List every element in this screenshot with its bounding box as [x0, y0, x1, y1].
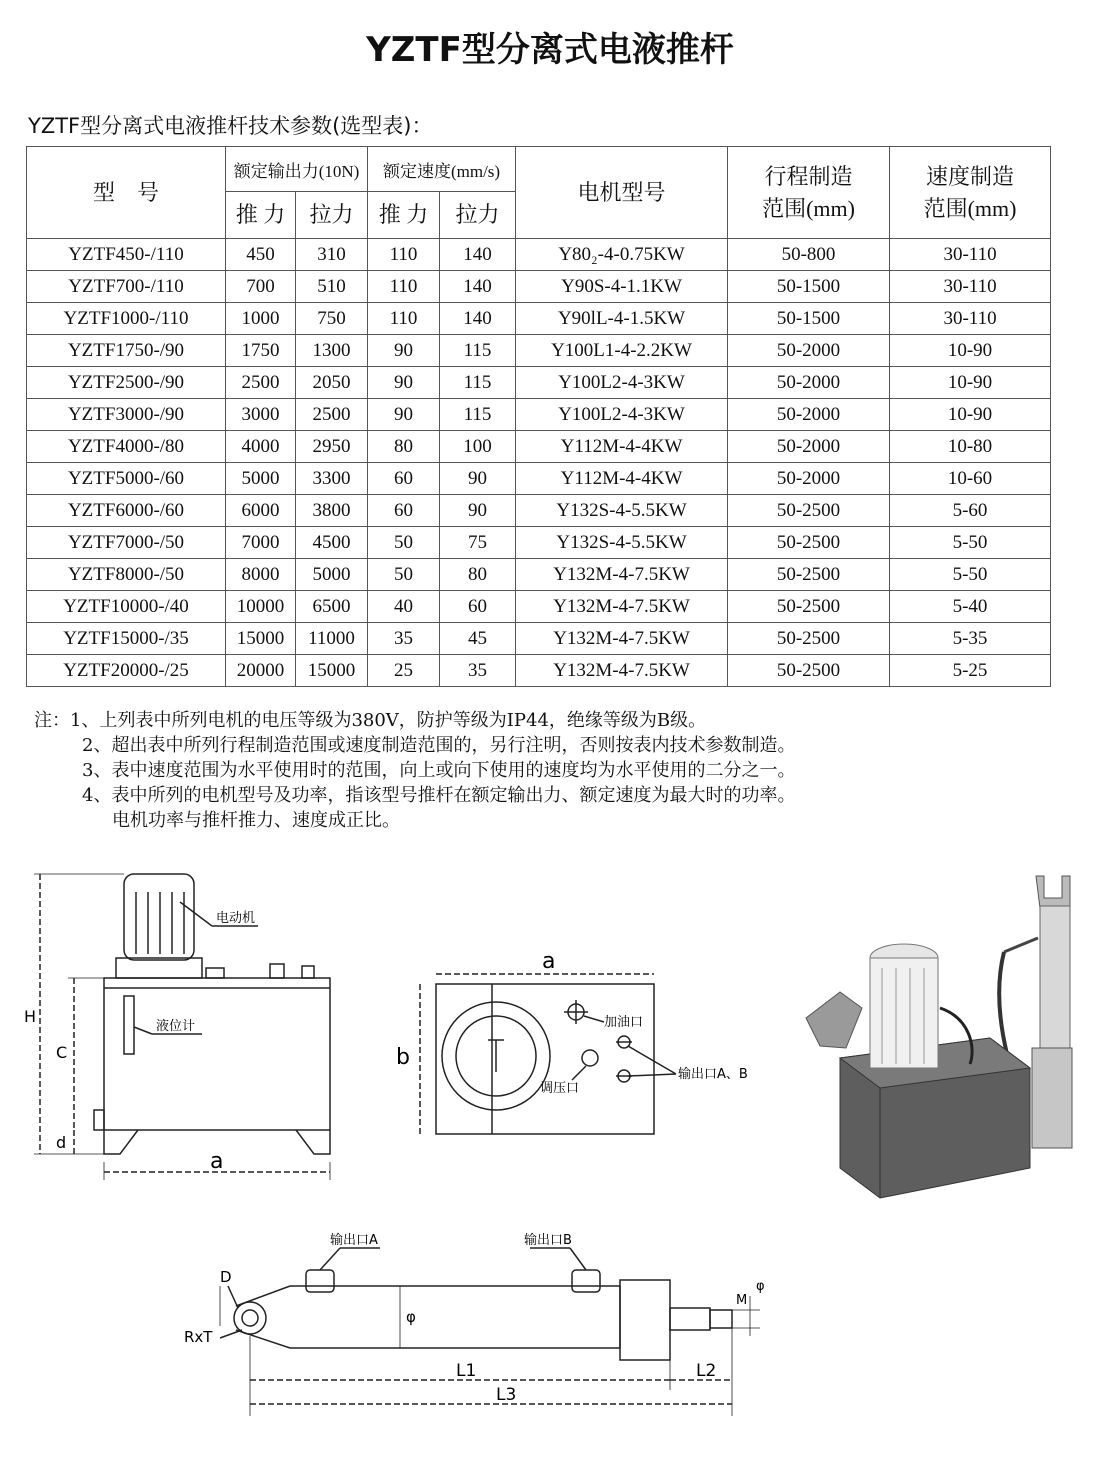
- cell-speed-range: 5-50: [890, 527, 1051, 559]
- cell-model: YZTF15000-/35: [27, 623, 226, 655]
- header-speed-range: [890, 147, 1051, 239]
- dim-M: M: [736, 1293, 748, 1308]
- table-row: [27, 623, 1051, 655]
- cell-push-speed: 90: [368, 335, 440, 367]
- cell-push-speed: 80: [368, 431, 440, 463]
- cell-stroke-range: 50-1500: [728, 303, 890, 335]
- cell-push-speed: 110: [368, 239, 440, 271]
- table-row: [27, 271, 1051, 303]
- cell-speed-range: 10-90: [890, 335, 1051, 367]
- cell-push-speed: 35: [368, 623, 440, 655]
- cell-stroke-range: 50-2500: [728, 623, 890, 655]
- cell-motor-model: Y100L2-4-3KW: [516, 399, 728, 431]
- cell-model: YZTF700-/110: [27, 271, 226, 303]
- header-speed-line1: 速度制造: [926, 163, 1015, 189]
- cell-pull-force: 2050: [296, 367, 368, 399]
- cell-pull-speed: 60: [440, 591, 516, 623]
- cell-push-force: 15000: [226, 623, 296, 655]
- dim-RxT: RxT: [184, 1328, 213, 1346]
- cell-push-force: 3000: [226, 399, 296, 431]
- cell-pull-speed: 140: [440, 239, 516, 271]
- cell-pull-force: 2950: [296, 431, 368, 463]
- cell-speed-range: 30-110: [890, 303, 1051, 335]
- header-force-push: 推 力: [226, 192, 296, 239]
- label-motor: 电动机: [216, 911, 256, 926]
- cell-stroke-range: 50-2500: [728, 655, 890, 687]
- table-caption: YZTF型分离式电液推杆技术参数(选型表)：: [28, 114, 433, 138]
- cell-model: YZTF7000-/50: [27, 527, 226, 559]
- cell-push-force: 700: [226, 271, 296, 303]
- cell-push-speed: 90: [368, 367, 440, 399]
- cell-push-force: 20000: [226, 655, 296, 687]
- header-stroke-line1: 行程制造: [764, 163, 853, 189]
- cell-speed-range: 5-60: [890, 495, 1051, 527]
- cell-push-speed: 25: [368, 655, 440, 687]
- cell-motor-model: Y80₂-4-0.75KW: [516, 239, 728, 271]
- cell-push-force: 4000: [226, 431, 296, 463]
- dim-L2: L2: [696, 1361, 717, 1381]
- cell-pull-speed: 115: [440, 367, 516, 399]
- cell-motor-model: Y132M-4-7.5KW: [516, 623, 728, 655]
- cell-stroke-range: 50-1500: [728, 271, 890, 303]
- cell-pull-force: 3800: [296, 495, 368, 527]
- cell-pull-speed: 115: [440, 335, 516, 367]
- cell-push-force: 1000: [226, 303, 296, 335]
- note-2: 2、超出表中所列行程制造范围或速度制造范围的，另行注明，否则按表内技术参数制造。: [82, 735, 796, 756]
- pump-station-drawing: [20, 862, 360, 1192]
- cell-push-force: 6000: [226, 495, 296, 527]
- cell-model: YZTF20000-/25: [27, 655, 226, 687]
- dim-a-top: a: [542, 949, 556, 974]
- cell-push-force: 5000: [226, 463, 296, 495]
- cell-pull-speed: 115: [440, 399, 516, 431]
- note-5: 电机功率与推杆推力、速度成正比。: [112, 810, 400, 831]
- label-outlet-a: 输出口A: [330, 1233, 378, 1248]
- header-force-pull: 拉力: [296, 192, 368, 239]
- cell-push-speed: 110: [368, 271, 440, 303]
- cell-motor-model: Y132M-4-7.5KW: [516, 559, 728, 591]
- header-rated-speed: 额定速度(mm/s): [368, 147, 516, 192]
- spec-table: [26, 146, 1051, 687]
- header-speed-line2: 范围(mm): [923, 195, 1017, 221]
- cell-motor-model: Y90lL-4-1.5KW: [516, 303, 728, 335]
- dim-phi-body: φ: [406, 1308, 416, 1326]
- cell-motor-model: Y112M-4-4KW: [516, 431, 728, 463]
- label-fill-port: 加油口: [604, 1015, 644, 1030]
- cell-pull-speed: 140: [440, 271, 516, 303]
- table-row: [27, 239, 1051, 271]
- cell-motor-model: Y112M-4-4KW: [516, 463, 728, 495]
- cell-stroke-range: 50-2500: [728, 591, 890, 623]
- cell-stroke-range: 50-800: [728, 239, 890, 271]
- cell-stroke-range: 50-2000: [728, 399, 890, 431]
- dim-a: a: [210, 1149, 224, 1174]
- table-row: [27, 335, 1051, 367]
- cell-pull-speed: 140: [440, 303, 516, 335]
- cell-pull-speed: 100: [440, 431, 516, 463]
- table-row: [27, 399, 1051, 431]
- cell-pull-force: 310: [296, 239, 368, 271]
- cell-model: YZTF1000-/110: [27, 303, 226, 335]
- cell-speed-range: 5-50: [890, 559, 1051, 591]
- cell-push-speed: 40: [368, 591, 440, 623]
- dim-d: d: [56, 1133, 67, 1152]
- label-outlet-ports: 输出口A、B: [678, 1067, 748, 1082]
- cell-model: YZTF450-/110: [27, 239, 226, 271]
- table-row: [27, 367, 1051, 399]
- cell-stroke-range: 50-2000: [728, 431, 890, 463]
- dim-C: C: [56, 1043, 68, 1062]
- table-row: [27, 495, 1051, 527]
- cell-push-force: 2500: [226, 367, 296, 399]
- cell-speed-range: 10-90: [890, 367, 1051, 399]
- cell-pull-speed: 90: [440, 463, 516, 495]
- header-speed-pull: 拉力: [440, 192, 516, 239]
- header-motor: 电机型号: [516, 147, 728, 239]
- cell-push-speed: 50: [368, 527, 440, 559]
- cell-stroke-range: 50-2000: [728, 367, 890, 399]
- cell-pull-force: 1300: [296, 335, 368, 367]
- dim-H: H: [24, 1007, 37, 1026]
- cell-speed-range: 5-40: [890, 591, 1051, 623]
- cell-motor-model: Y132M-4-7.5KW: [516, 591, 728, 623]
- cell-motor-model: Y100L1-4-2.2KW: [516, 335, 728, 367]
- cell-push-force: 8000: [226, 559, 296, 591]
- note-1: 注：1、上列表中所列电机的电压等级为380V，防护等级为IP44，绝缘等级为B级。: [34, 710, 707, 731]
- header-stroke-line2: 范围(mm): [762, 195, 855, 221]
- header-rated-force: 额定输出力(10N): [226, 147, 368, 192]
- table-row: [27, 527, 1051, 559]
- cell-stroke-range: 50-2500: [728, 495, 890, 527]
- cell-push-force: 450: [226, 239, 296, 271]
- table-row: [27, 463, 1051, 495]
- product-photo: [800, 868, 1090, 1208]
- table-row: [27, 591, 1051, 623]
- cell-stroke-range: 50-2500: [728, 559, 890, 591]
- cell-push-speed: 110: [368, 303, 440, 335]
- cell-motor-model: Y132M-4-7.5KW: [516, 655, 728, 687]
- cell-pull-force: 2500: [296, 399, 368, 431]
- dim-b: b: [396, 1045, 410, 1070]
- cell-push-speed: 90: [368, 399, 440, 431]
- cell-push-speed: 50: [368, 559, 440, 591]
- cell-model: YZTF2500-/90: [27, 367, 226, 399]
- header-speed-push: 推 力: [368, 192, 440, 239]
- cell-stroke-range: 50-2000: [728, 463, 890, 495]
- cell-speed-range: 30-110: [890, 271, 1051, 303]
- cell-push-speed: 60: [368, 463, 440, 495]
- cell-pull-force: 6500: [296, 591, 368, 623]
- cell-pull-force: 750: [296, 303, 368, 335]
- page-title: YZTF型分离式电液推杆: [366, 30, 734, 70]
- cell-model: YZTF3000-/90: [27, 399, 226, 431]
- note-4: 4、表中所列的电机型号及功率，指该型号推杆在额定输出力、额定速度为最大时的功率。: [82, 785, 796, 806]
- cell-pull-speed: 90: [440, 495, 516, 527]
- cell-motor-model: Y132S-4-5.5KW: [516, 495, 728, 527]
- cell-speed-range: 30-110: [890, 239, 1051, 271]
- dim-D: D: [220, 1268, 232, 1286]
- cell-pull-speed: 80: [440, 559, 516, 591]
- cell-motor-model: Y90S-4-1.1KW: [516, 271, 728, 303]
- cell-pull-speed: 75: [440, 527, 516, 559]
- cell-speed-range: 5-25: [890, 655, 1051, 687]
- cell-speed-range: 10-60: [890, 463, 1051, 495]
- cell-pull-force: 510: [296, 271, 368, 303]
- cell-speed-range: 10-80: [890, 431, 1051, 463]
- cell-push-force: 1750: [226, 335, 296, 367]
- cell-model: YZTF10000-/40: [27, 591, 226, 623]
- header-model: 型 号: [27, 147, 226, 239]
- table-row: [27, 655, 1051, 687]
- cell-motor-model: Y100L2-4-3KW: [516, 367, 728, 399]
- header-stroke: [728, 147, 890, 239]
- cell-pull-force: 3300: [296, 463, 368, 495]
- dim-phi-rod: φ: [756, 1279, 765, 1294]
- cell-push-force: 7000: [226, 527, 296, 559]
- dim-L1: L1: [456, 1361, 477, 1381]
- label-pressure-port: 调压口: [540, 1081, 580, 1096]
- cell-pull-speed: 45: [440, 623, 516, 655]
- cell-push-speed: 60: [368, 495, 440, 527]
- label-level-gauge: 液位计: [156, 1019, 196, 1034]
- cell-pull-force: 11000: [296, 623, 368, 655]
- table-row: [27, 559, 1051, 591]
- note-3: 3、表中速度范围为水平使用时的范围，向上或向下使用的速度均为水平使用的二分之一。: [82, 760, 796, 781]
- table-row: [27, 303, 1051, 335]
- cell-stroke-range: 50-2000: [728, 335, 890, 367]
- cell-pull-force: 4500: [296, 527, 368, 559]
- cell-speed-range: 10-90: [890, 399, 1051, 431]
- cylinder-drawing: [180, 1226, 780, 1446]
- cell-speed-range: 5-35: [890, 623, 1051, 655]
- cell-model: YZTF5000-/60: [27, 463, 226, 495]
- cell-model: YZTF6000-/60: [27, 495, 226, 527]
- tank-top-view-drawing: [392, 944, 764, 1144]
- cell-model: YZTF8000-/50: [27, 559, 226, 591]
- cell-pull-speed: 35: [440, 655, 516, 687]
- table-row: [27, 431, 1051, 463]
- notes: [34, 708, 795, 833]
- cell-pull-force: 15000: [296, 655, 368, 687]
- cell-stroke-range: 50-2500: [728, 527, 890, 559]
- cell-model: YZTF1750-/90: [27, 335, 226, 367]
- cell-motor-model: Y132S-4-5.5KW: [516, 527, 728, 559]
- cell-push-force: 10000: [226, 591, 296, 623]
- label-outlet-b: 输出口B: [524, 1233, 572, 1248]
- cell-pull-force: 5000: [296, 559, 368, 591]
- cell-model: YZTF4000-/80: [27, 431, 226, 463]
- dim-L3: L3: [496, 1385, 517, 1405]
